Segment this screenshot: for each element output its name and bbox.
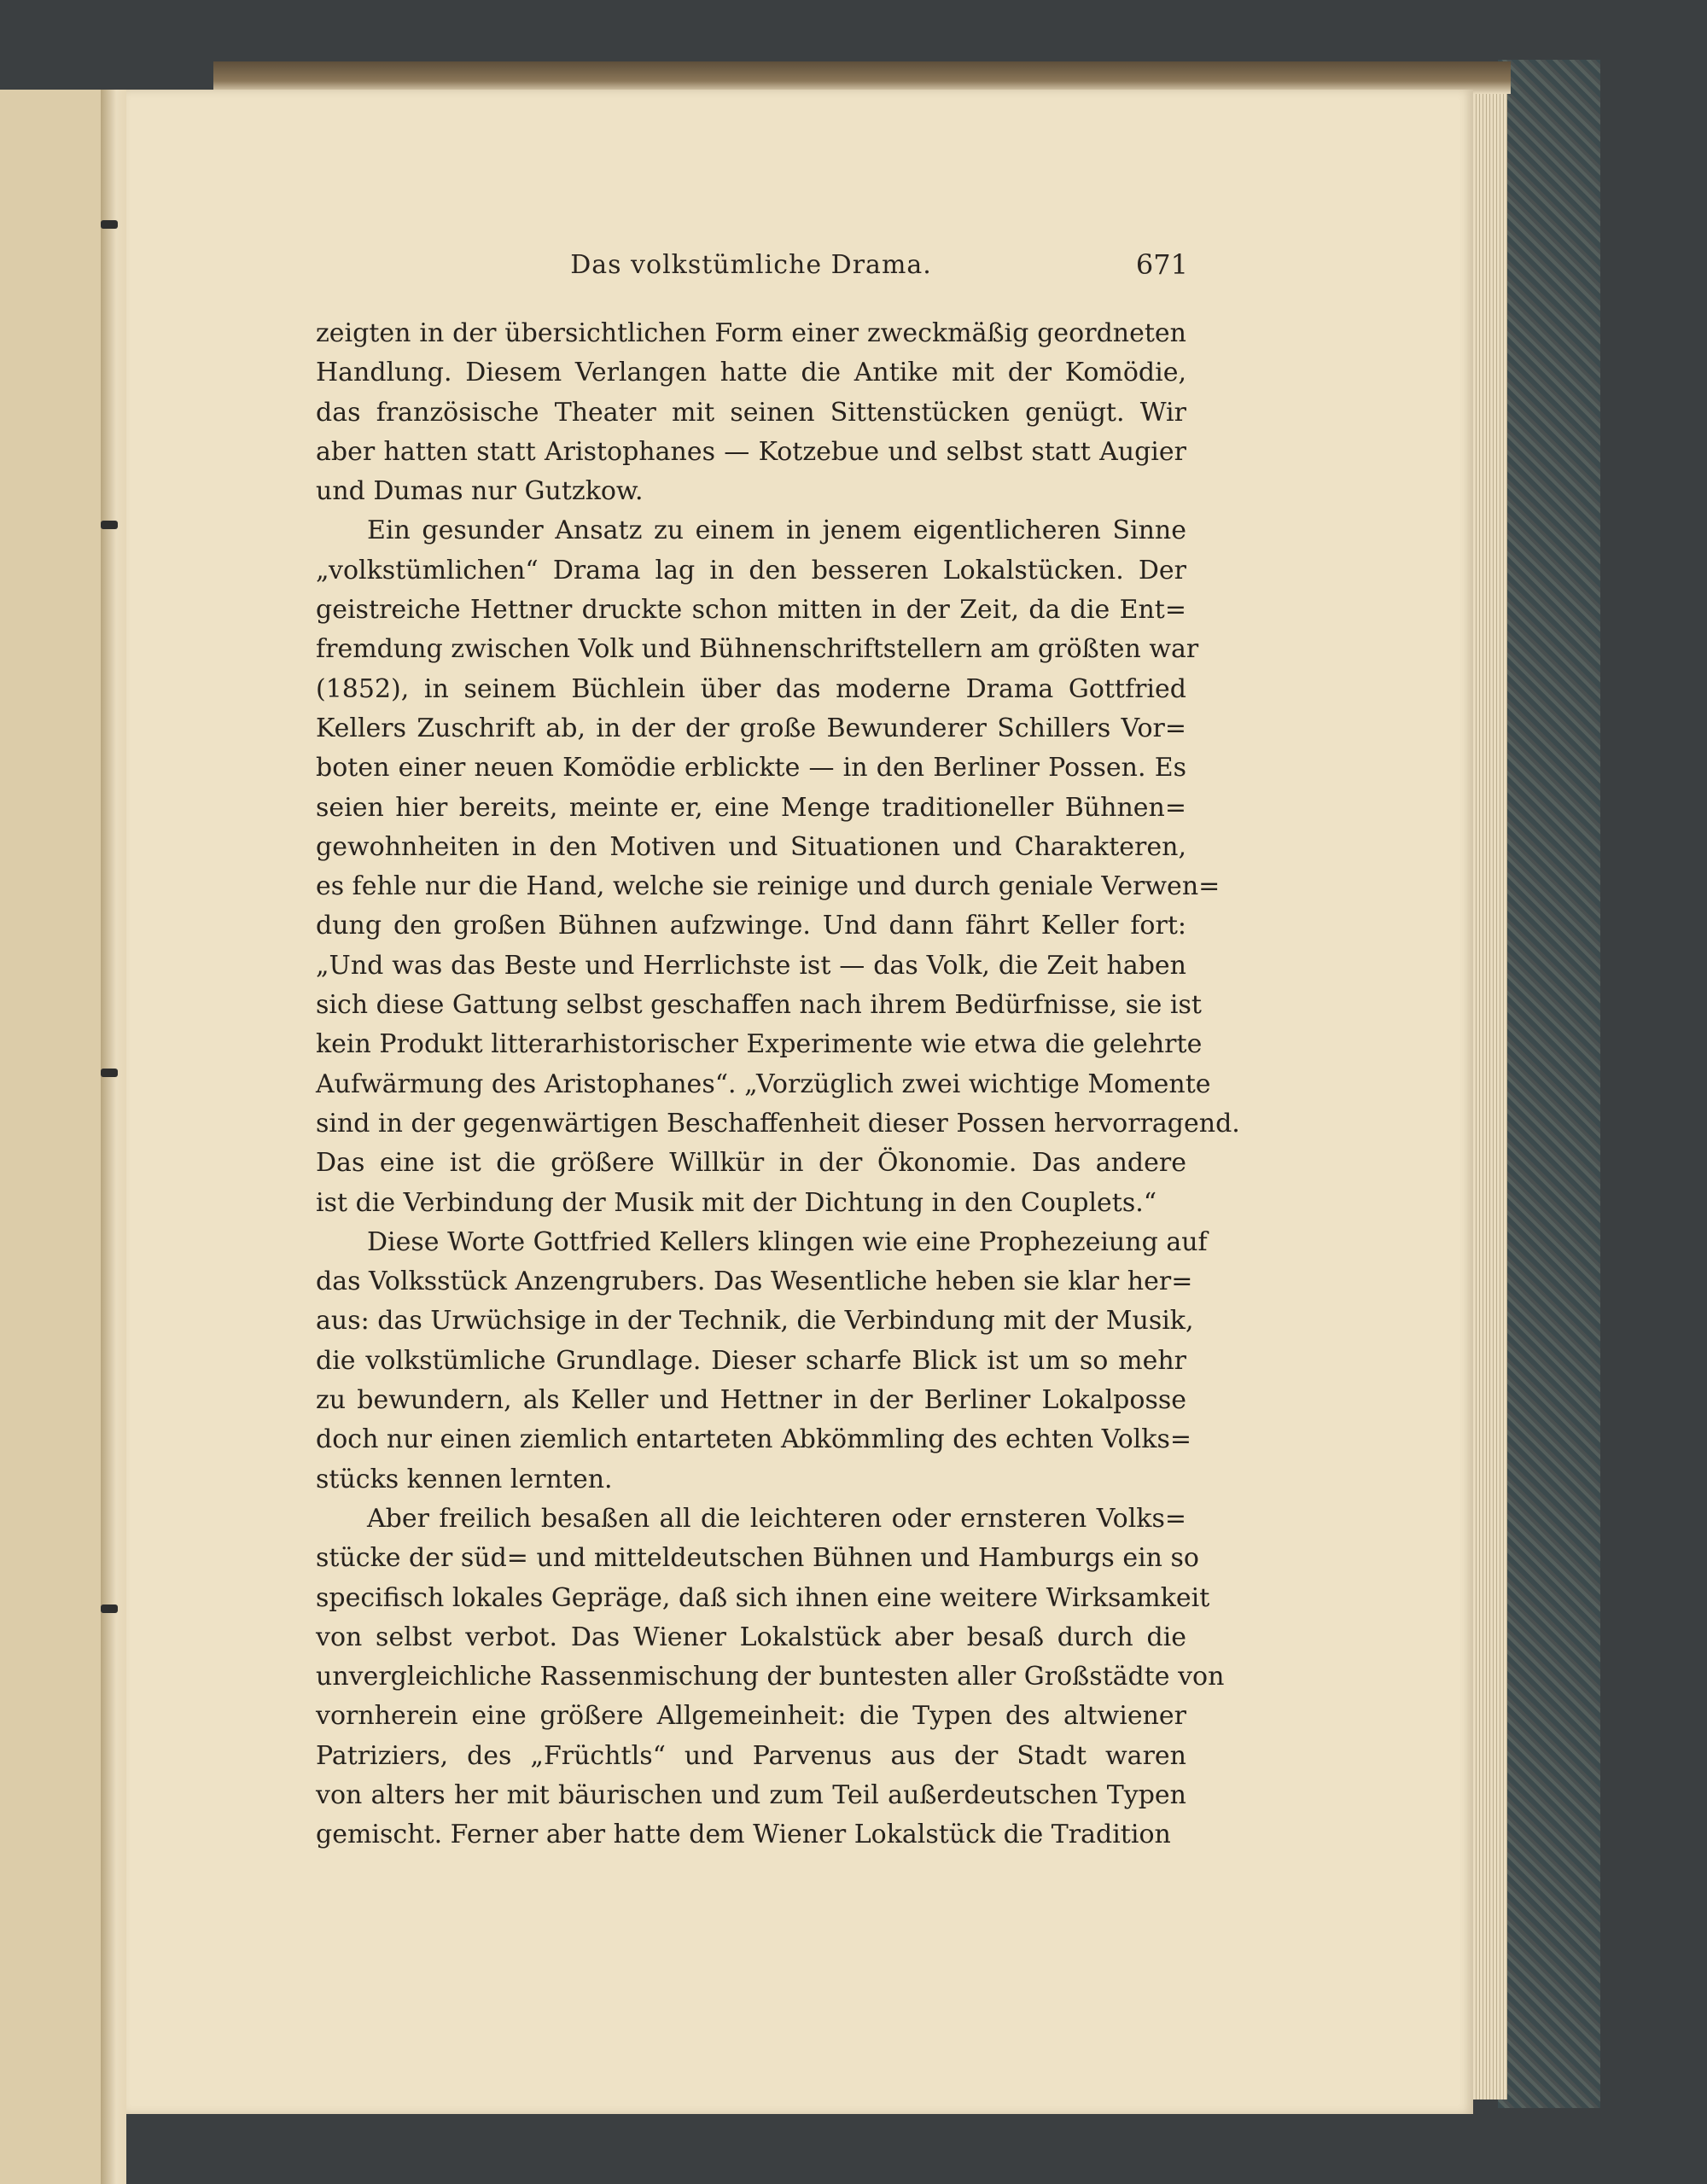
text-line: unvergleichliche Rassenmischung der buntesten aller Großstädte von xyxy=(316,1662,1225,1692)
text-line: zeigten in der übersichtlichen Form einer zweckmäßig geordneten xyxy=(316,318,1186,348)
text-line: vornherein eine größere Allgemeinheit: die Typen des altwiener xyxy=(316,1701,1186,1732)
page-header xyxy=(316,250,1186,293)
binding-stitch xyxy=(101,1605,118,1613)
text-line: Aufwärmung des Aristophanes“. „Vorzüglich zwei wichtige Momente xyxy=(316,1069,1211,1099)
text-line: Aber freilich besaßen all die leichteren oder ernsteren Volks= xyxy=(367,1503,1186,1534)
text-line: das Volksstück Anzengrubers. Das Wesentliche heben sie klar her= xyxy=(316,1267,1193,1297)
body-text xyxy=(316,314,1240,1855)
text-line: es fehle nur die Hand, welche sie reinige und durch geniale Verwen= xyxy=(316,871,1221,902)
book-cover-edge xyxy=(1498,60,1600,2108)
text-line: sich diese Gattung selbst geschaffen nach ihrem Bedürfnisse, sie ist xyxy=(316,990,1202,1021)
text-line: „Und was das Beste und Herrlichste ist — das Volk, die Zeit haben xyxy=(316,950,1186,981)
text-line: kein Produkt litterarhistorischer Experimente wie etwa die gelehrte xyxy=(316,1029,1203,1060)
text-line: von alters her mit bäurischen und zum Teil außerdeutschen Typen xyxy=(316,1779,1186,1810)
text-line: aber hatten statt Aristophanes — Kotzebue und selbst statt Augier xyxy=(316,436,1186,467)
text-line: zu bewundern, als Keller und Hettner in der Berliner Lokalposse xyxy=(316,1385,1186,1416)
text-line: gewohnheiten in den Motiven und Situationen und Charakteren, xyxy=(316,831,1186,862)
text-line: von selbst verbot. Das Wiener Lokalstück aber besaß durch die xyxy=(316,1622,1186,1652)
book-gutter xyxy=(101,90,126,2184)
text-line: Ein gesunder Ansatz zu einem in jenem eigentlicheren Sinne xyxy=(367,515,1186,546)
text-line: aus: das Urwüchsige in der Technik, die Verbindung mit der Musik, xyxy=(316,1306,1194,1337)
page-number: 671 xyxy=(1135,248,1188,281)
text-line: Diese Worte Gottfried Kellers klingen wie eine Prophezeiung auf xyxy=(367,1226,1208,1257)
text-line: geistreiche Hettner druckte schon mitten in der Zeit, da die Ent= xyxy=(316,595,1186,626)
text-line: fremdung zwischen Volk und Bühnenschriftstellern am größten war xyxy=(316,634,1199,665)
left-page xyxy=(0,90,109,2184)
text-line: doch nur einen ziemlich entarteten Abkömmling des echten Volks= xyxy=(316,1424,1191,1455)
text-line: stücke der süd= und mitteldeutschen Bühnen und Hamburgs ein so xyxy=(316,1543,1199,1574)
paragraph xyxy=(316,1500,1225,1855)
binding-stitch xyxy=(101,521,118,529)
text-line: Handlung. Diesem Verlangen hatte die Antike mit der Komödie, xyxy=(316,358,1186,388)
text-line: seien hier bereits, meinte er, eine Menge traditioneller Bühnen= xyxy=(316,792,1186,823)
text-line: (1852), in seinem Büchlein über das moderne Drama Gottfried xyxy=(316,673,1186,704)
text-line: und Dumas nur Gutzkow. xyxy=(316,476,644,507)
text-line: dung den großen Bühnen aufzwinge. Und dann fährt Keller fort: xyxy=(316,911,1186,941)
text-line: ist die Verbindung der Musik mit der Dichtung in den Couplets.“ xyxy=(316,1187,1157,1218)
paragraph xyxy=(316,314,1186,511)
text-line: die volkstümliche Grundlage. Dieser scharfe Blick ist um so mehr xyxy=(316,1345,1186,1376)
paragraph xyxy=(316,511,1240,1222)
text-line: gemischt. Ferner aber hatte dem Wiener Lokalstück die Tradition xyxy=(316,1820,1171,1850)
text-line: Kellers Zuschrift ab, in der der große Bewunderer Schillers Vor= xyxy=(316,713,1186,743)
text-line: specifisch lokales Gepräge, daß sich ihnen eine weitere Wirksamkeit xyxy=(316,1582,1210,1613)
text-line: Patriziers, des „Früchtls“ und Parvenus aus der Stadt waren xyxy=(316,1740,1186,1771)
text-line: stücks kennen lernten. xyxy=(316,1464,613,1494)
binding-stitch xyxy=(101,220,118,229)
binding-stitch xyxy=(101,1069,118,1077)
running-title: Das volkstümliche Drama. xyxy=(570,250,932,280)
text-line: das französische Theater mit seinen Sittenstücken genügt. Wir xyxy=(316,397,1186,428)
page-block-edge xyxy=(1473,75,1507,2100)
text-line: sind in der gegenwärtigen Beschaffenheit dieser Possen hervorragend. xyxy=(316,1108,1240,1139)
text-line: Das eine ist die größere Willkür in der Ökonomie. Das andere xyxy=(316,1148,1186,1179)
text-line: „volkstümlichen“ Drama lag in den besseren Lokalstücken. Der xyxy=(316,555,1186,585)
text-line: boten einer neuen Komödie erblickte — in den Berliner Possen. Es xyxy=(316,753,1186,783)
paragraph xyxy=(316,1223,1208,1500)
